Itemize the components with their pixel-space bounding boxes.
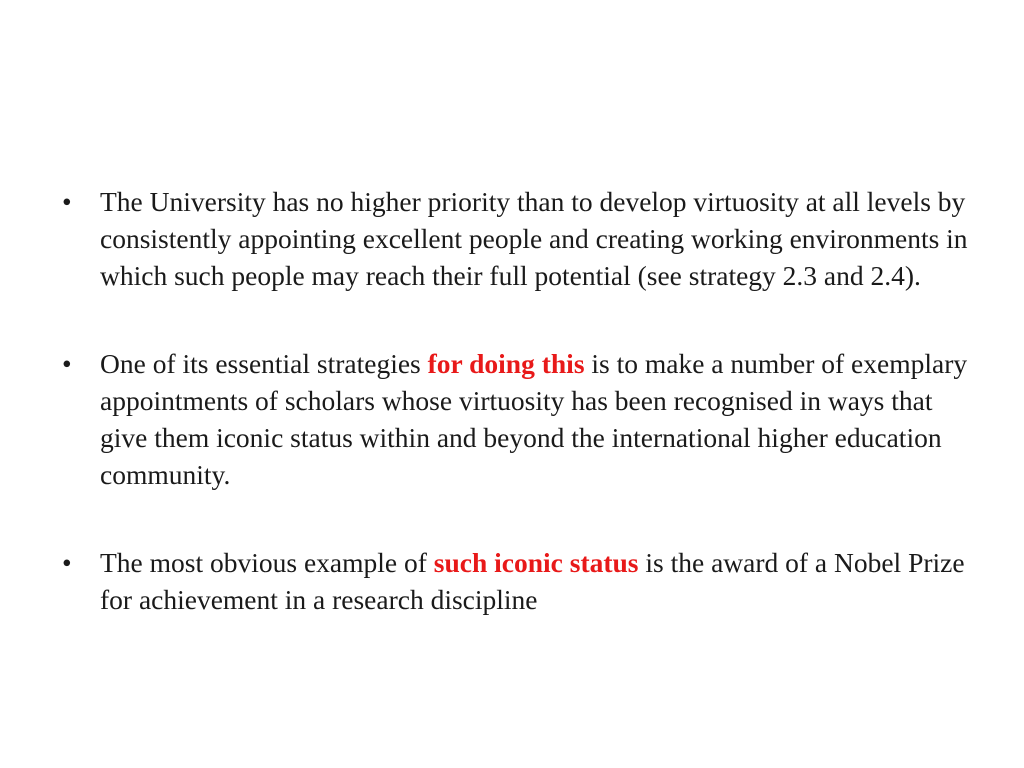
bullet-text: The University has no higher priority than to develop virtuosity at all levels by consistently appointing excellent people and creating working environments in which such people may reach their full potential (see strategy 2.3 and 2.4). (100, 186, 968, 291)
bullet-icon: • (62, 547, 72, 578)
bullet-icon: • (62, 186, 72, 217)
bullet-highlight: for doing this (427, 348, 585, 379)
bullet-item-nobel (62, 544, 972, 618)
bullet-text-after: is to make a number of exemplary appointments of scholars whose virtuosity has been recognised in ways that give them iconic status within and beyond the international higher education community. (100, 348, 968, 490)
bullet-icon: • (62, 348, 72, 379)
bullet-list (62, 183, 972, 618)
bullet-item-strategies (62, 345, 972, 493)
bullet-item-priority (62, 183, 972, 294)
bullet-text-before: One of its essential strategies (100, 348, 428, 379)
bullet-text-before: The most obvious example of (100, 547, 434, 578)
bullet-highlight: such iconic status (433, 547, 639, 578)
bullet-text-after: is the award of a Nobel Prize for achievement in a research discipline (100, 547, 965, 615)
